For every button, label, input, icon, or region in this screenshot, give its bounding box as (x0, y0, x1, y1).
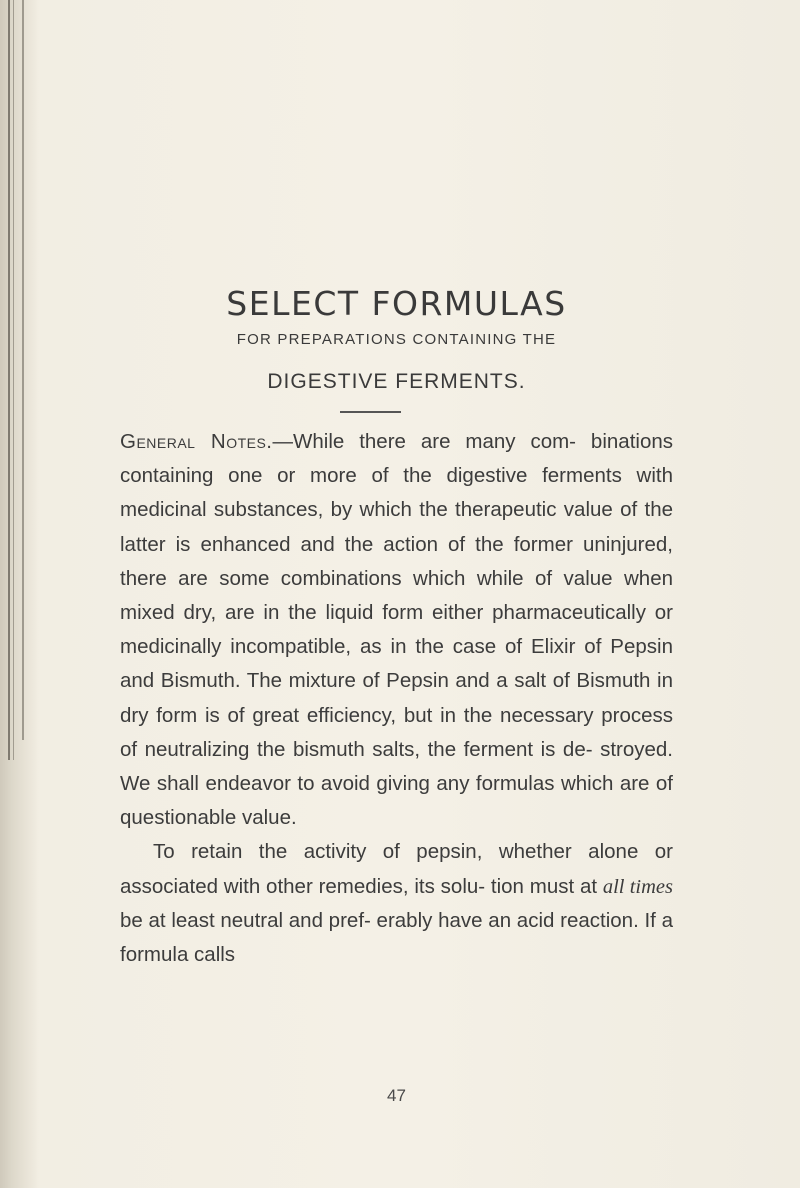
paragraph-general-notes (120, 425, 673, 835)
page-title: SELECT FORMULAS (226, 284, 567, 323)
page-number: 47 (387, 1086, 406, 1105)
paragraph-text-before: To retain the activity of pepsin, whether alone or associated with other remedies, its solu- tion must at (120, 840, 673, 898)
paragraph-text-after: be at least neutral and pref- erably have an acid reaction. If a formula calls (120, 908, 673, 967)
page-subtitle: FOR PREPARATIONS CONTAINING THE (236, 331, 557, 348)
page-binding-edge (0, 0, 38, 1188)
emphasis-text: all times (602, 875, 673, 898)
binding-line (13, 0, 14, 760)
body-text (120, 425, 673, 972)
paragraph-pepsin-activity (120, 835, 673, 972)
section-divider (340, 411, 401, 413)
binding-line (8, 0, 10, 760)
page-subtitle-main: DIGESTIVE FERMENTS. (267, 370, 526, 393)
paragraph-text: —While there are many com- binations containing one or more of the digestive ferments with medicinal substances, by which the therapeutic value of the latter is enhanced and the action of the former uninjured, there are some combinations which while of value when mixed dry, are in the liquid form either pharmaceutically or medicinally incompatible, as in the case of Elixir of Pepsin and Bismuth. The mixture of Pepsin and a salt of Bismuth in dry form is of great efficiency, but in the necessary process of neutralizing the bismuth salts, the ferment is de- stroyed. We shall endeavor to avoid giving any formulas which are of questionable value. (120, 430, 673, 830)
binding-line (22, 0, 24, 740)
paragraph-lead: General Notes. (120, 430, 273, 453)
